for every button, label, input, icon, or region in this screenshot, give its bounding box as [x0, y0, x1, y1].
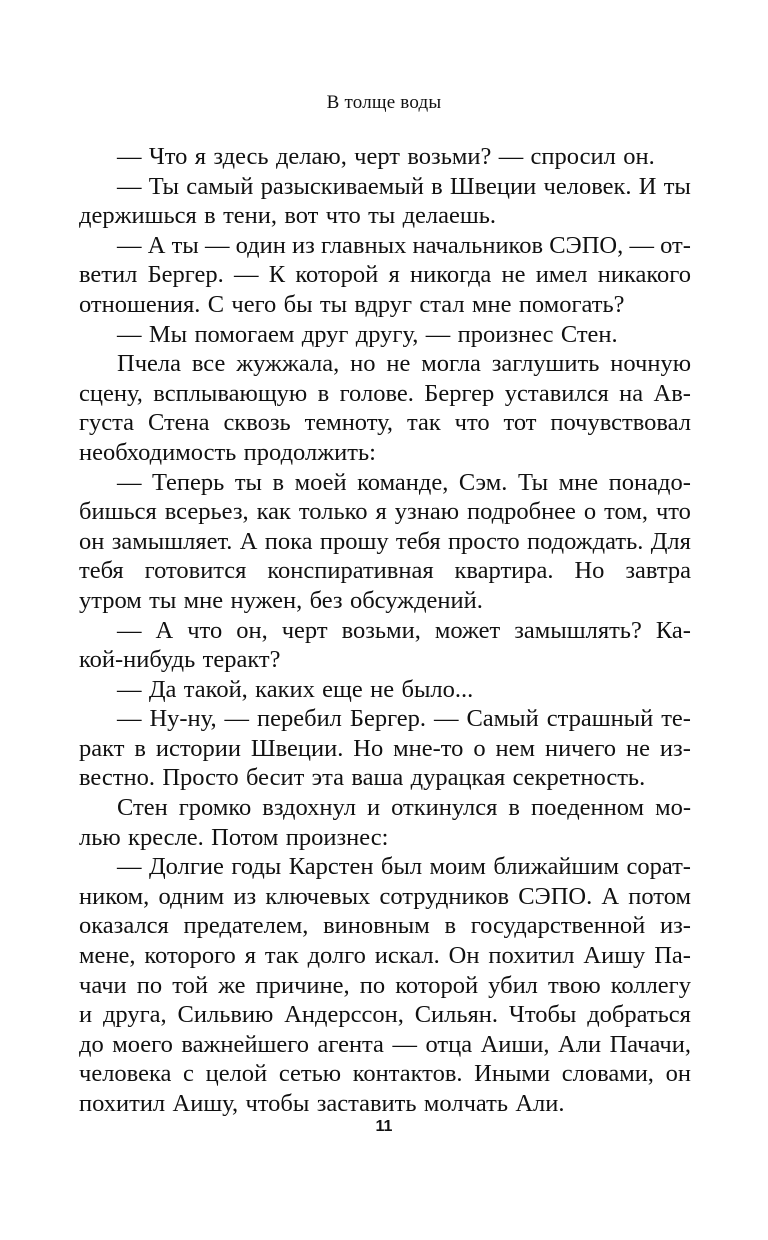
text-line: — Ты самый разыскиваемый в Швеции человек. И ты [117, 172, 691, 200]
text-line: — Долгие годы Карстен был моим ближайшим сорат- [117, 853, 691, 881]
text-line: — Мы помогаем друг другу, — произнес Стен. [117, 320, 618, 348]
text-line: он замышляет. А пока прошу тебя просто подождать. Для [79, 527, 691, 555]
running-header: В толще воды [326, 92, 442, 113]
text-line: сцену, всплывающую в голове. Бергер уставился на Ав- [79, 379, 691, 407]
text-line: ником, одним из ключевых сотрудников СЭПО. А потом [79, 882, 691, 910]
text-line: — Да такой, каких еще не было... [117, 675, 474, 703]
text-line: — А ты — один из главных начальников СЭПО, — от- [117, 231, 691, 259]
text-line: вестно. Просто бесит эта ваша дурацкая секретность. [79, 764, 646, 792]
text-line: ветил Бергер. — К которой я никогда не имел никакого [79, 261, 691, 289]
text-line: бишься всерьез, как только я узнаю подробнее о том, что [79, 498, 691, 526]
text-line: Пчела все жужжала, но не могла заглушить ночную [117, 350, 691, 378]
text-line: — Ну-ну, — перебил Бергер. — Самый страшный те- [117, 705, 691, 733]
text-line: — Что я здесь делаю, черт возьми? — спросил он. [117, 143, 655, 170]
text-line: — А что он, черт возьми, может замышлять? Ка- [117, 616, 691, 644]
text-line: лью кресле. Потом произнес: [79, 823, 389, 851]
text-line: мене, которого я так долго искал. Он похитил Аишу Па- [79, 942, 691, 970]
text-line: и друга, Сильвию Андерссон, Сильян. Чтобы добраться [79, 1001, 691, 1029]
body-text [79, 142, 691, 1119]
page-number: 11 [375, 1118, 393, 1135]
text-line: ракт в истории Швеции. Но мне-то о нем ничего не из- [79, 734, 691, 762]
text-line: держишься в тени, вот что ты делаешь. [79, 202, 497, 230]
text-line: похитил Аишу, чтобы заставить молчать Али. [79, 1090, 565, 1117]
text-line: оказался предателем, виновным в государственной из- [79, 912, 691, 940]
text-line: необходимость продолжить: [79, 438, 376, 466]
text-line: тебя готовится конспиративная квартира. Но завтра [79, 557, 691, 585]
text-line: Стен громко вздохнул и откинулся в поеденном мо- [117, 794, 691, 822]
text-line: кой-нибудь теракт? [79, 646, 281, 674]
text-line: утром ты мне нужен, без обсуждений. [79, 586, 483, 614]
text-line: — Теперь ты в моей команде, Сэм. Ты мне понадо- [117, 468, 691, 496]
text-line: отношения. С чего бы ты вдруг стал мне помогать? [79, 290, 625, 318]
text-line: человека с целой сетью контактов. Иными словами, он [79, 1060, 691, 1088]
text-line: густа Стена сквозь темноту, так что тот почувствовал [79, 409, 691, 437]
text-line: чачи по той же причине, по которой убил твою коллегу [79, 971, 691, 999]
text-line: до моего важнейшего агента — отца Аиши, Али Пачачи, [79, 1030, 691, 1058]
